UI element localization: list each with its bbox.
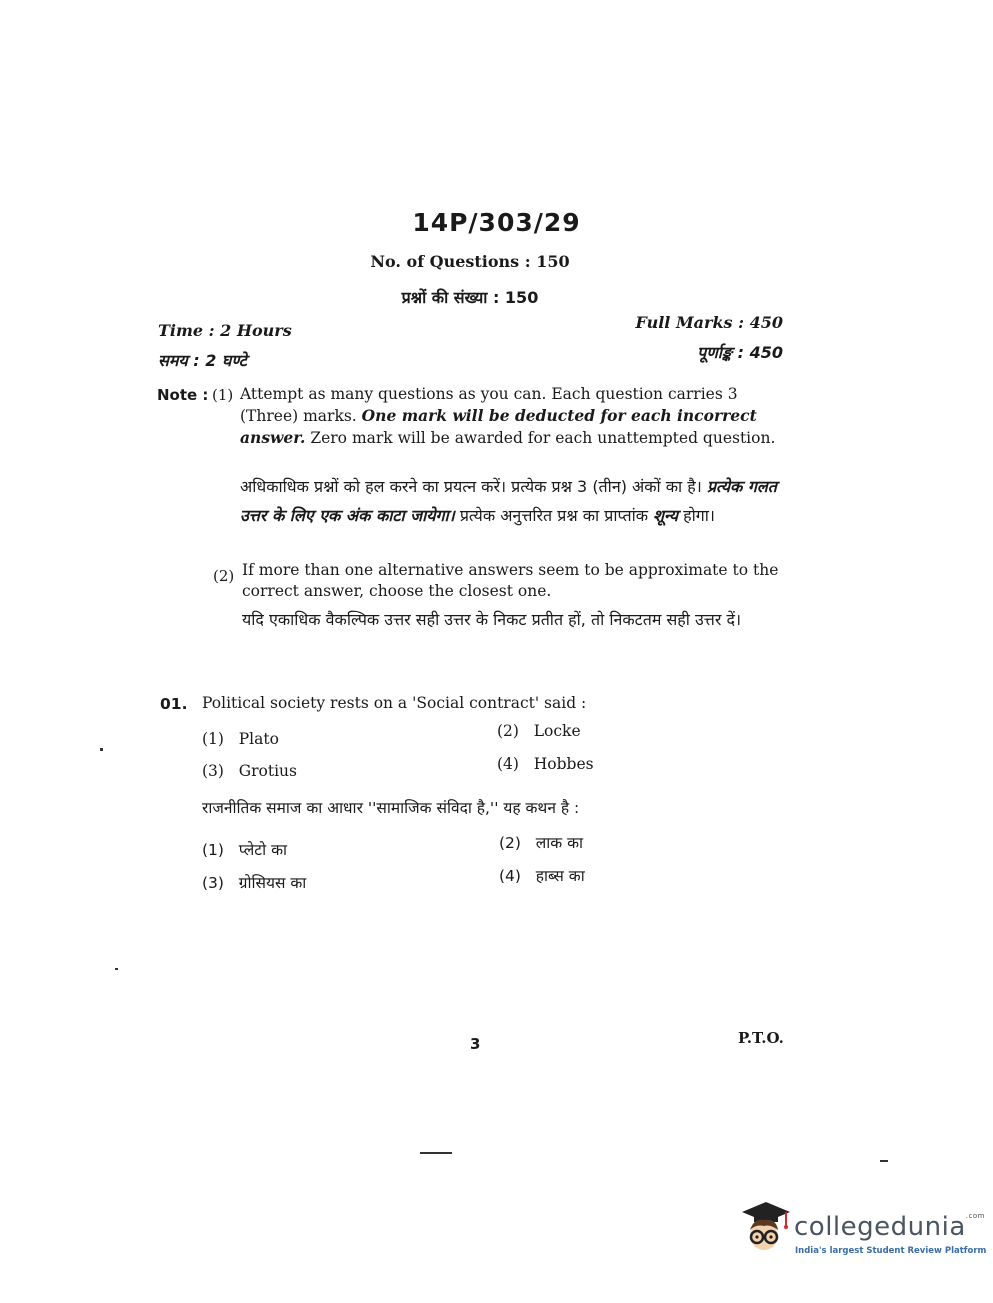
mascot-icon bbox=[734, 1196, 792, 1258]
scan-mark bbox=[420, 1152, 452, 1154]
note-2-text-hi: यदि एकाधिक वैकल्पिक उत्तर सही उत्तर के निकट प्रतीत हों, तो निकटतम सही उत्तर दें। bbox=[242, 610, 742, 629]
option-en-1: (1) Plato bbox=[202, 730, 279, 748]
scan-mark bbox=[880, 1160, 888, 1162]
questions-count-en: No. of Questions : 150 bbox=[370, 252, 570, 271]
note-label: Note : bbox=[157, 386, 209, 404]
full-marks-en: Full Marks : 450 bbox=[635, 313, 783, 332]
note-1-hi-b: प्रत्येक गलत उत्तर के लिए एक अंक काटा जायेगा। bbox=[240, 477, 777, 525]
note-1-a: Attempt as many questions as you can. Each question carries 3 (Three) marks. bbox=[240, 385, 738, 425]
option-en-3: (3) Grotius bbox=[202, 762, 297, 780]
logo-tld: .com bbox=[965, 1212, 985, 1220]
scan-mark bbox=[100, 748, 103, 751]
option-en-4: (4) Hobbes bbox=[497, 755, 594, 773]
collegedunia-logo bbox=[734, 1196, 987, 1266]
option-en-2: (2) Locke bbox=[497, 722, 581, 740]
logo-name: collegedunia bbox=[794, 1212, 966, 1242]
logo-tagline: India's largest Student Review Platform bbox=[795, 1246, 987, 1256]
note-2-text-en: If more than one alternative answers seem to be approximate to the correct answer, choose the closest one. bbox=[242, 561, 779, 600]
questions-count-hi: प्रश्नों की संख्या : 150 bbox=[401, 288, 539, 307]
question-text-hi: राजनीतिक समाज का आधार ''सामाजिक संविदा है,'' यह कथन है : bbox=[202, 799, 580, 817]
option-hi-4: (4) हाब्स का bbox=[499, 867, 585, 885]
time-hi: समय : 2 घण्टे bbox=[158, 351, 247, 370]
option-hi-1: (1) प्लेटो का bbox=[202, 841, 287, 859]
note-1-hi-e: होगा। bbox=[683, 506, 715, 525]
note-1-text-hi bbox=[240, 472, 788, 530]
note-1-hi-a: अधिकाधिक प्रश्नों को हल करने का प्रयत्न करें। प्रत्येक प्रश्न 3 (तीन) अंकों का है। bbox=[240, 477, 702, 496]
question-text-en: Political society rests on a 'Social contract' said : bbox=[202, 694, 587, 712]
paper-code: 14P/303/29 bbox=[412, 208, 581, 237]
pto-label: P.T.O. bbox=[738, 1029, 784, 1047]
note-1-text-en bbox=[240, 384, 785, 449]
full-marks-hi: पूर्णाङ्क : 450 bbox=[697, 343, 783, 362]
option-hi-2: (2) लाक का bbox=[499, 834, 584, 852]
note-1-b: One mark will be deducted for each incorrect answer. bbox=[240, 406, 757, 447]
note-1-c: Zero mark will be awarded for each unattempted question. bbox=[310, 429, 776, 447]
note-1-hi-c: प्रत्येक अनुत्तरित प्रश्न का प्राप्तांक bbox=[459, 506, 649, 525]
note-2-number: (2) bbox=[213, 567, 235, 585]
option-hi-3: (3) ग्रोसियस का bbox=[202, 874, 307, 892]
note-1-hi-d: शून्य bbox=[653, 506, 678, 525]
page-number: 3 bbox=[470, 1035, 481, 1053]
note-1-number: (1) bbox=[212, 386, 234, 404]
scan-mark bbox=[115, 968, 118, 970]
question-number: 01. bbox=[160, 695, 188, 713]
time-en: Time : 2 Hours bbox=[158, 321, 292, 340]
